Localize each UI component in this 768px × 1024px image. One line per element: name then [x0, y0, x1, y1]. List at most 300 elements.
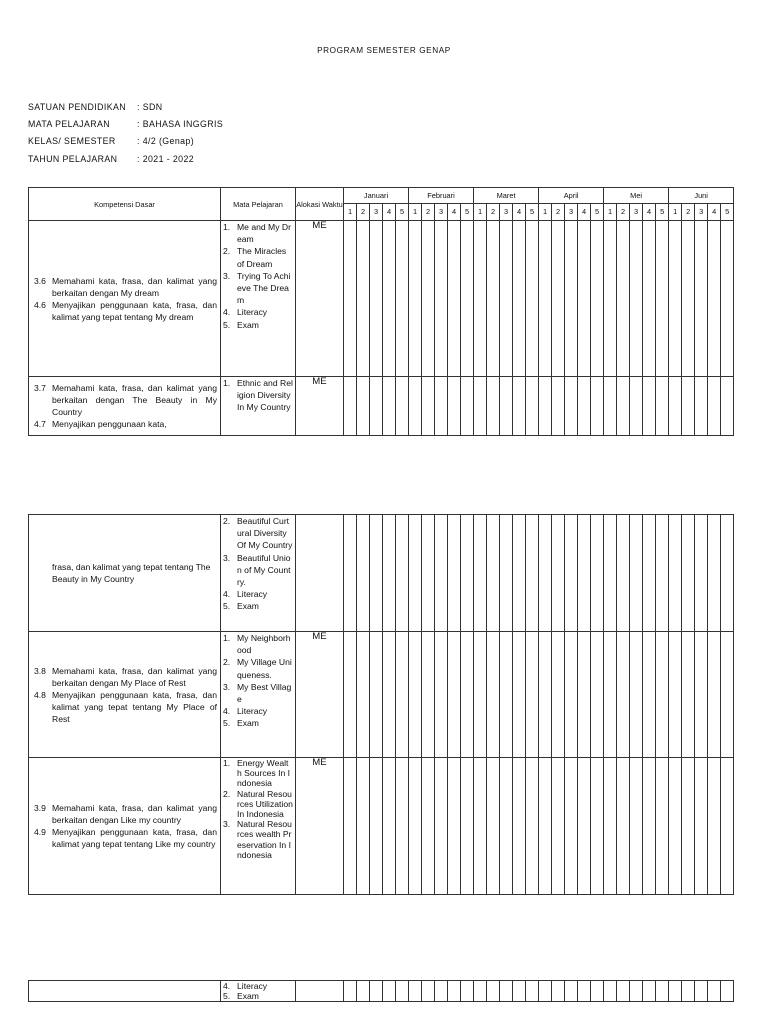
- materi-number: 2.: [223, 516, 231, 526]
- header-month: Maret: [474, 188, 539, 204]
- schedule-cell: [435, 981, 448, 1002]
- schedule-cell: [708, 632, 721, 758]
- materi-item: [221, 552, 293, 589]
- schedule-cell: [344, 515, 357, 632]
- schedule-cell: [370, 758, 383, 895]
- header-week: 4: [708, 203, 721, 220]
- schedule-cell: [708, 515, 721, 632]
- header-week: 1: [669, 203, 682, 220]
- materi-text: Literacy: [237, 706, 268, 717]
- materi-text: My Best Village: [237, 681, 292, 705]
- schedule-cell: [370, 632, 383, 758]
- materi-item: [221, 306, 293, 318]
- schedule-cell: [617, 981, 630, 1002]
- kompetensi-number: 3.9: [34, 803, 46, 813]
- schedule-cell: [708, 981, 721, 1002]
- schedule-cell: [656, 377, 669, 436]
- schedule-cell: [487, 221, 500, 377]
- schedule-cell: [409, 377, 422, 436]
- schedule-cell: [357, 632, 370, 758]
- schedule-cell: [344, 221, 357, 377]
- schedule-cell: [604, 377, 617, 436]
- info-value: : SDN: [137, 102, 163, 112]
- document-info: [28, 99, 223, 168]
- schedule-cell: [500, 377, 513, 436]
- schedule-cell: [344, 632, 357, 758]
- schedule-cell: [422, 758, 435, 895]
- schedule-cell: [526, 221, 539, 377]
- info-row: [28, 151, 223, 168]
- schedule-cell: [630, 632, 643, 758]
- materi-item: [221, 600, 293, 612]
- schedule-cell: [552, 515, 565, 632]
- schedule-cell: [526, 981, 539, 1002]
- program-table-page-1: [28, 187, 734, 436]
- schedule-cell: [357, 221, 370, 377]
- materi-item: [221, 789, 293, 820]
- schedule-cell: [396, 221, 409, 377]
- schedule-cell: [565, 758, 578, 895]
- schedule-cell: [513, 377, 526, 436]
- materi-number: 2.: [223, 246, 231, 257]
- schedule-cell: [487, 632, 500, 758]
- schedule-cell: [435, 515, 448, 632]
- schedule-cell: [604, 758, 617, 895]
- schedule-cell: [604, 221, 617, 377]
- schedule-cell: [721, 981, 734, 1002]
- schedule-cell: [552, 377, 565, 436]
- schedule-cell: [578, 515, 591, 632]
- schedule-cell: [669, 515, 682, 632]
- materi-number: 5.: [223, 601, 231, 612]
- materi-number: 1.: [223, 378, 231, 388]
- program-table-page-2: [28, 514, 734, 895]
- info-label: KELAS/ SEMESTER: [28, 136, 116, 147]
- info-label: MATA PELAJARAN: [28, 119, 111, 130]
- materi-text: Literacy: [237, 307, 268, 318]
- schedule-cell: [708, 221, 721, 377]
- schedule-cell: [435, 221, 448, 377]
- schedule-cell: [409, 758, 422, 895]
- schedule-cell: [474, 632, 487, 758]
- mata-pelajaran-cell: [221, 221, 296, 377]
- schedule-cell: [604, 515, 617, 632]
- schedule-cell: [578, 758, 591, 895]
- materi-item: [221, 377, 293, 414]
- schedule-cell: [721, 377, 734, 436]
- schedule-cell: [578, 221, 591, 377]
- schedule-cell: [448, 981, 461, 1002]
- header-week: 2: [357, 203, 370, 220]
- materi-number: 4.: [223, 981, 231, 991]
- schedule-cell: [539, 632, 552, 758]
- materi-text: Energy Wealth Sources In Indonesia: [237, 758, 291, 789]
- schedule-cell: [422, 981, 435, 1002]
- kompetensi-text: Memahami kata, frasa, dan kalimat yang berkaitan dengan My Place of Rest: [52, 665, 217, 688]
- schedule-cell: [591, 632, 604, 758]
- header-week: 5: [721, 203, 734, 220]
- schedule-cell: [513, 515, 526, 632]
- mata-pelajaran-cell: [221, 515, 296, 632]
- schedule-cell: [409, 515, 422, 632]
- schedule-cell: [669, 981, 682, 1002]
- materi-number: 3.: [223, 681, 231, 692]
- schedule-cell: [630, 221, 643, 377]
- schedule-cell: [383, 758, 396, 895]
- kompetensi-item: [34, 802, 217, 826]
- schedule-cell: [643, 758, 656, 895]
- kompetensi-item: [34, 826, 217, 850]
- header-week: 3: [565, 203, 578, 220]
- header-week: 5: [461, 203, 474, 220]
- header-week: 5: [656, 203, 669, 220]
- header-week: 3: [370, 203, 383, 220]
- kompetensi-number: 3.8: [34, 665, 46, 676]
- schedule-cell: [461, 981, 474, 1002]
- kompetensi-number: 4.7: [34, 419, 46, 429]
- info-label: TAHUN PELAJARAN: [28, 153, 118, 164]
- schedule-cell: [435, 632, 448, 758]
- header-week: 2: [552, 203, 565, 220]
- materi-text: Beautiful Curtural Diversity Of My Country: [237, 516, 293, 551]
- schedule-cell: [695, 515, 708, 632]
- schedule-cell: [513, 221, 526, 377]
- schedule-cell: [565, 515, 578, 632]
- header-week: 2: [682, 203, 695, 220]
- alokasi-cell: ME: [296, 377, 344, 436]
- header-week: 4: [513, 203, 526, 220]
- materi-text: Beautiful Union of My Country.: [237, 552, 291, 588]
- schedule-cell: [396, 632, 409, 758]
- schedule-cell: [552, 758, 565, 895]
- schedule-cell: [721, 221, 734, 377]
- schedule-cell: [357, 758, 370, 895]
- materi-item: [221, 717, 293, 729]
- mata-pelajaran-cell: [221, 758, 296, 895]
- materi-item: [221, 319, 293, 331]
- schedule-cell: [708, 377, 721, 436]
- info-value: : BAHASA INGGRIS: [137, 119, 224, 130]
- kompetensi-text: Memahami kata, frasa, dan kalimat yang berkaitan dengan The Beauty in My Country: [52, 383, 217, 417]
- schedule-cell: [448, 758, 461, 895]
- kompetensi-text: Menyajikan penggunaan kata, frasa, dan kalimat yang tepat tentang Like my country: [52, 827, 217, 849]
- header-month: April: [539, 188, 604, 204]
- table-row: [29, 632, 734, 758]
- schedule-cell: [487, 758, 500, 895]
- schedule-cell: [604, 981, 617, 1002]
- header-month: Mei: [604, 188, 669, 204]
- schedule-cell: [370, 515, 383, 632]
- materi-number: 5.: [223, 319, 231, 330]
- schedule-cell: [630, 758, 643, 895]
- info-value: : 2021 - 2022: [137, 153, 195, 164]
- header-week: 1: [409, 203, 422, 220]
- header-week: 4: [578, 203, 591, 220]
- schedule-cell: [695, 377, 708, 436]
- table-row: [29, 515, 734, 632]
- schedule-cell: [526, 758, 539, 895]
- schedule-cell: [591, 981, 604, 1002]
- schedule-cell: [578, 377, 591, 436]
- schedule-cell: [630, 377, 643, 436]
- kompetensi-text: Menyajikan penggunaan kata, frasa, dan kalimat yang tepat tentang My Place of Rest: [52, 689, 217, 724]
- schedule-cell: [552, 221, 565, 377]
- schedule-cell: [617, 377, 630, 436]
- table-row: [29, 981, 734, 1002]
- schedule-cell: [500, 981, 513, 1002]
- schedule-cell: [604, 632, 617, 758]
- materi-item: [221, 705, 293, 717]
- kompetensi-text: frasa, dan kalimat yang tepat tentang The Beauty in My Country: [52, 562, 211, 584]
- schedule-cell: [591, 377, 604, 436]
- header-week: 2: [422, 203, 435, 220]
- kompetensi-cell: [29, 221, 221, 377]
- schedule-cell: [422, 515, 435, 632]
- alokasi-cell: ME: [296, 758, 344, 895]
- schedule-cell: [669, 377, 682, 436]
- schedule-cell: [370, 221, 383, 377]
- schedule-cell: [565, 981, 578, 1002]
- alokasi-cell: [296, 981, 344, 1002]
- schedule-cell: [461, 221, 474, 377]
- schedule-cell: [539, 221, 552, 377]
- schedule-cell: [370, 377, 383, 436]
- schedule-cell: [552, 632, 565, 758]
- schedule-cell: [357, 981, 370, 1002]
- schedule-cell: [344, 981, 357, 1002]
- schedule-cell: [383, 377, 396, 436]
- kompetensi-item: [34, 665, 217, 689]
- header-week: 2: [617, 203, 630, 220]
- schedule-cell: [513, 632, 526, 758]
- header-month: Januari: [344, 188, 409, 204]
- schedule-cell: [409, 221, 422, 377]
- header-kompetensi: Kompetensi Dasar: [29, 188, 221, 221]
- materi-text: Me and My Dream: [237, 222, 291, 245]
- schedule-cell: [682, 758, 695, 895]
- schedule-cell: [448, 221, 461, 377]
- schedule-cell: [474, 377, 487, 436]
- schedule-cell: [474, 515, 487, 632]
- header-week: 3: [500, 203, 513, 220]
- schedule-cell: [630, 515, 643, 632]
- schedule-cell: [617, 221, 630, 377]
- kompetensi-cell: [29, 377, 221, 436]
- kompetensi-text: Memahami kata, frasa, dan kalimat yang berkaitan dengan Like my country: [52, 803, 217, 825]
- schedule-cell: [539, 515, 552, 632]
- header-week: 4: [448, 203, 461, 220]
- materi-item: [221, 819, 293, 860]
- materi-item: [221, 632, 293, 656]
- table-row: [29, 758, 734, 895]
- schedule-cell: [448, 515, 461, 632]
- schedule-cell: [435, 758, 448, 895]
- materi-text: The Miracles of Dream: [237, 246, 287, 269]
- materi-number: 1.: [223, 633, 231, 643]
- schedule-cell: [656, 515, 669, 632]
- schedule-cell: [669, 632, 682, 758]
- kompetensi-number: 4.8: [34, 689, 46, 700]
- materi-text: Exam: [237, 991, 259, 1002]
- schedule-cell: [721, 758, 734, 895]
- info-row: [28, 116, 223, 133]
- kompetensi-text: Menyajikan penggunaan kata, frasa, dan kalimat yang tepat tentang My dream: [52, 299, 217, 322]
- header-week: 5: [526, 203, 539, 220]
- alokasi-cell: ME: [296, 632, 344, 758]
- schedule-cell: [591, 515, 604, 632]
- schedule-cell: [383, 632, 396, 758]
- schedule-cell: [370, 981, 383, 1002]
- materi-number: 1.: [223, 222, 231, 232]
- materi-text: Exam: [237, 601, 259, 612]
- header-week: 1: [344, 203, 357, 220]
- schedule-cell: [656, 221, 669, 377]
- info-row: [28, 99, 223, 116]
- schedule-cell: [513, 981, 526, 1002]
- materi-number: 4.: [223, 307, 231, 318]
- schedule-cell: [708, 758, 721, 895]
- schedule-cell: [474, 758, 487, 895]
- schedule-cell: [565, 632, 578, 758]
- materi-item: [221, 656, 293, 680]
- schedule-cell: [643, 221, 656, 377]
- header-month: Juni: [669, 188, 734, 204]
- materi-text: Ethnic and Religion Diversity In My Country: [237, 378, 293, 413]
- kompetensi-number: [34, 561, 52, 585]
- table-row: [29, 377, 734, 436]
- kompetensi-item: [34, 689, 217, 725]
- schedule-cell: [656, 632, 669, 758]
- materi-number: 5.: [223, 718, 231, 729]
- materi-text: Natural Resources wealth Preservation In Indonesia: [237, 819, 292, 860]
- schedule-cell: [656, 758, 669, 895]
- kompetensi-text: Memahami kata, frasa, dan kalimat yang berkaitan dengan My dream: [52, 275, 217, 298]
- materi-item: [221, 991, 293, 1001]
- header-row: [29, 188, 734, 204]
- schedule-cell: [695, 758, 708, 895]
- schedule-cell: [474, 221, 487, 377]
- schedule-cell: [565, 221, 578, 377]
- schedule-cell: [344, 377, 357, 436]
- materi-item: [221, 221, 293, 245]
- schedule-cell: [409, 632, 422, 758]
- schedule-cell: [721, 632, 734, 758]
- schedule-cell: [448, 632, 461, 758]
- schedule-cell: [695, 221, 708, 377]
- mata-pelajaran-cell: [221, 981, 296, 1002]
- schedule-cell: [357, 377, 370, 436]
- header-week: 4: [383, 203, 396, 220]
- materi-number: 3.: [223, 270, 231, 281]
- materi-item: [221, 758, 293, 789]
- schedule-cell: [461, 758, 474, 895]
- schedule-cell: [643, 515, 656, 632]
- materi-number: 1.: [223, 758, 231, 768]
- header-week: 3: [630, 203, 643, 220]
- materi-number: 5.: [223, 991, 231, 1002]
- schedule-cell: [591, 221, 604, 377]
- mata-pelajaran-cell: [221, 377, 296, 436]
- schedule-cell: [617, 758, 630, 895]
- info-row: [28, 133, 223, 150]
- header-week: 3: [695, 203, 708, 220]
- schedule-cell: [396, 981, 409, 1002]
- schedule-cell: [487, 515, 500, 632]
- schedule-cell: [396, 758, 409, 895]
- materi-text: Exam: [237, 718, 259, 729]
- schedule-cell: [643, 377, 656, 436]
- schedule-cell: [500, 221, 513, 377]
- header-mata-pelajaran: Mata Pelajaran: [221, 188, 296, 221]
- header-week: 1: [604, 203, 617, 220]
- materi-number: 3.: [223, 819, 231, 830]
- schedule-cell: [591, 758, 604, 895]
- schedule-cell: [396, 515, 409, 632]
- header-week: 4: [643, 203, 656, 220]
- header-month: Februari: [409, 188, 474, 204]
- schedule-cell: [422, 377, 435, 436]
- materi-number: 4.: [223, 589, 231, 600]
- schedule-cell: [643, 632, 656, 758]
- header-week: 5: [396, 203, 409, 220]
- schedule-cell: [578, 981, 591, 1002]
- kompetensi-cell: [29, 758, 221, 895]
- materi-text: My Village Uniqueness.: [237, 657, 292, 680]
- schedule-cell: [500, 632, 513, 758]
- materi-item: [221, 588, 293, 600]
- kompetensi-cell: [29, 515, 221, 632]
- schedule-cell: [526, 632, 539, 758]
- kompetensi-number: 4.6: [34, 299, 46, 310]
- schedule-cell: [695, 632, 708, 758]
- materi-text: Trying To Achieve The Dream: [237, 270, 291, 306]
- materi-text: Literacy: [237, 589, 268, 600]
- schedule-cell: [630, 981, 643, 1002]
- header-week: 1: [474, 203, 487, 220]
- kompetensi-number: 3.7: [34, 383, 46, 393]
- schedule-cell: [539, 377, 552, 436]
- schedule-cell: [474, 981, 487, 1002]
- alokasi-cell: ME: [296, 221, 344, 377]
- info-value: : 4/2 (Genap): [137, 136, 195, 147]
- schedule-cell: [695, 981, 708, 1002]
- materi-text: Natural Resources Utilization In Indonesia: [237, 788, 293, 820]
- schedule-cell: [513, 758, 526, 895]
- schedule-cell: [539, 981, 552, 1002]
- schedule-cell: [721, 515, 734, 632]
- schedule-cell: [461, 632, 474, 758]
- schedule-cell: [526, 377, 539, 436]
- header-week: 5: [591, 203, 604, 220]
- materi-item: [221, 515, 293, 552]
- schedule-cell: [669, 221, 682, 377]
- schedule-cell: [565, 377, 578, 436]
- materi-item: [221, 981, 293, 991]
- schedule-cell: [500, 515, 513, 632]
- schedule-cell: [669, 758, 682, 895]
- materi-number: 2.: [223, 657, 231, 668]
- schedule-cell: [682, 632, 695, 758]
- schedule-cell: [656, 981, 669, 1002]
- schedule-cell: [422, 221, 435, 377]
- schedule-cell: [383, 981, 396, 1002]
- materi-item: [221, 245, 293, 269]
- schedule-cell: [539, 758, 552, 895]
- schedule-cell: [422, 632, 435, 758]
- schedule-cell: [448, 377, 461, 436]
- schedule-cell: [487, 377, 500, 436]
- alokasi-cell: [296, 515, 344, 632]
